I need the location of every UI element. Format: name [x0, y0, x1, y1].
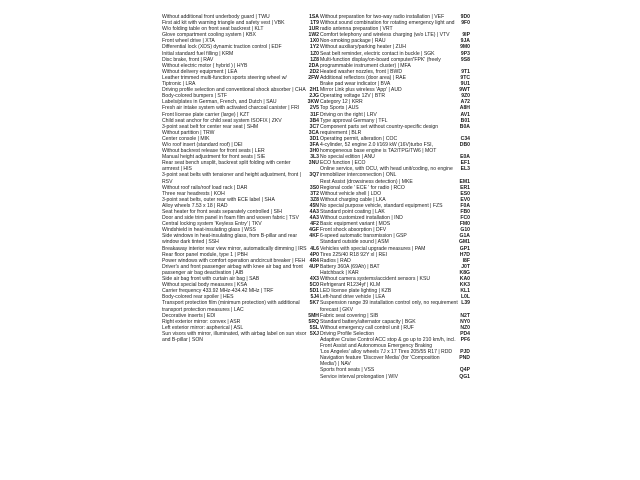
option-code: FB0 — [460, 209, 470, 215]
option-code: 9F0 — [461, 20, 470, 27]
option-code: 4UP — [309, 263, 319, 270]
option-description: Sun visors with mirror, illuminated, with airbag label on sun visor and B-pillar | SON — [162, 330, 307, 343]
option-description: Glove compartment cooling system | KBX — [162, 32, 256, 39]
option-code: 5MH — [308, 312, 319, 319]
option-description: Without emergency call control unit | RUF — [320, 324, 414, 331]
option-description: Operating permit, alteration | COC — [320, 135, 398, 142]
option-row — [320, 142, 470, 154]
option-row — [320, 57, 470, 69]
option-description: Fresh air intake system with activated charcoal canister | FRI — [162, 105, 300, 112]
option-description: Central locking system 'Keyless Entry' | TKV — [162, 221, 262, 228]
option-code: 5D1 — [309, 288, 319, 295]
option-description: Non-smoking package | RAU — [320, 38, 386, 45]
option-description: Comfort telephony and wireless charging (w/o LTE) | VTV — [320, 32, 450, 39]
option-code: 3L3 — [310, 154, 319, 161]
option-code: 4A3 — [309, 209, 319, 215]
option-description: Decorative inserts | EDI — [162, 312, 216, 319]
option-description: Top Sports | AUS — [320, 105, 359, 112]
option-code: 9S8 — [460, 56, 470, 63]
option-code: 31F — [310, 111, 319, 118]
option-code: 3Z8 — [310, 196, 319, 203]
option-code: 45N — [309, 202, 319, 209]
option-row — [320, 355, 470, 367]
option-row — [320, 337, 470, 349]
option-code: QG1 — [459, 373, 470, 380]
option-code: 4KF — [309, 233, 319, 240]
option-code: 2H1 — [309, 87, 319, 94]
option-description: Center console | MIK — [162, 135, 210, 142]
option-code: G10 — [460, 227, 470, 234]
option-code: 3T2 — [310, 190, 319, 197]
option-code: 1UR — [308, 26, 319, 33]
option-description: Online service, with OCU, with head unit/coding, no engine immobilizer interconnection | ONL — [320, 166, 453, 179]
option-description: 4-cylinder, 52 engine 2.0 l/169 kW (16V)turbo FSI, homogeneous base engine is TA2/TPG/TW6 | MOT — [320, 141, 437, 155]
option-description: Adaptive Cruise Control ACC stop & go up to 210 km/h, incl. Front Assist and Autonomous Emergency Braking — [320, 336, 456, 350]
option-code: 2V5 — [309, 105, 319, 112]
option-code: NY0 — [460, 318, 470, 325]
option-code: N2T — [460, 312, 470, 319]
option-description: Driving profile selection and conventional shock absorber | CHA — [162, 87, 306, 94]
option-description: Regional code ' ECE ' for radio | RCO — [320, 184, 405, 191]
option-description: Navigation feature 'Discover Media' (for 'Composition Media') | NAV — [320, 355, 440, 368]
option-code: 5XJ — [309, 330, 319, 337]
option-description: Heated washer nozzles, front | BWD — [320, 68, 403, 75]
option-code: 4P0 — [309, 251, 319, 258]
option-description: Sports front seats | VSS — [320, 367, 375, 374]
option-code: 9TC — [460, 74, 470, 81]
option-code: ES0 — [460, 190, 470, 197]
option-description: Without special body measures | KSA — [162, 282, 248, 289]
option-code: 9P3 — [460, 50, 470, 57]
option-code: 2D2 — [309, 68, 319, 75]
option-description: Without electric motor ( hybrid ) | HYB — [162, 62, 248, 69]
option-code: AV1 — [460, 111, 470, 118]
option-code: 1Z8 — [310, 56, 319, 63]
option-code: 4F2 — [310, 221, 319, 228]
option-code: 9IP — [462, 32, 470, 39]
option-code: H7D — [459, 251, 470, 258]
option-description: Side windows in heat-insulating glass, from B-pillar and rear window dark tinted | SSH — [162, 233, 298, 246]
option-code: FM0 — [459, 221, 470, 228]
option-code: EM1 — [459, 178, 470, 185]
option-code: PJD — [460, 349, 470, 356]
option-code: KK3 — [459, 282, 470, 289]
option-description: Brake pad wear indicator | BVA — [320, 81, 391, 88]
option-description: Driving Profile Selection — [320, 330, 375, 337]
option-description: Leather trimmed multi-function sports steering wheel w/ Tiptronic | LRA — [162, 74, 287, 88]
option-row — [162, 331, 319, 343]
option-code: EF1 — [460, 160, 470, 167]
option-description: Differential lock (XDS) dynamic traction control | EDF — [162, 44, 282, 51]
option-description: W/o folding table on front seat backrest | KLT — [162, 26, 264, 33]
option-description: Vehicles with special upgrade measures | PAM — [320, 245, 426, 252]
option-description: Disc brake, front | RAV — [162, 56, 214, 63]
option-description: Seat heater for front seats separately controlled | SIH — [162, 209, 282, 215]
option-code: 4L6 — [310, 245, 319, 252]
option-code: 2DA — [308, 62, 319, 69]
option-code: 9JA — [460, 38, 470, 45]
option-description: Windshield in heat-insulating glass | WSS — [162, 227, 256, 234]
option-description: Side air bag front with curtain air bag | SAB — [162, 276, 260, 283]
option-description: Front shock absorption | DFV — [320, 227, 387, 234]
option-description: No special edition | ANU — [320, 154, 375, 161]
option-code: B0A — [459, 123, 470, 130]
option-code: 1SA — [309, 14, 319, 20]
option-row — [320, 20, 470, 32]
option-code: L0L — [460, 294, 470, 301]
option-code: KL1 — [460, 288, 470, 295]
option-code: 9U1 — [460, 81, 470, 88]
option-description: Without delivery equipment | LEA — [162, 68, 238, 75]
option-row — [320, 374, 470, 380]
option-description: Standard point coating | LAK — [320, 209, 385, 215]
option-code: 2FW — [308, 74, 319, 81]
option-code: EV0 — [460, 196, 470, 203]
option-row — [320, 124, 470, 136]
option-code: ER1 — [460, 184, 470, 191]
option-code: 9M0 — [460, 44, 470, 51]
option-row — [162, 300, 319, 312]
option-code: 3B4 — [309, 117, 319, 124]
option-description: Multi-function display/on-board computer/'FPK' (freely programmable instrument cluster) | MFA — [320, 56, 441, 69]
option-code: PD4 — [460, 330, 470, 337]
option-description: Manual height adjustment for front seats | SIE — [162, 154, 266, 161]
option-code: 3Q7 — [309, 172, 319, 179]
option-description: Initial standard fuel filling | KRM — [162, 50, 234, 57]
option-description: Without partition | TRW — [162, 129, 215, 136]
option-code: 1Y2 — [309, 44, 319, 51]
option-description: 'Los Angeles' alloy wheels 7J x 17 Tires 205/55 R17 | RDD — [320, 349, 453, 356]
option-code: 2JG — [309, 93, 319, 100]
option-code: 5SL — [309, 324, 319, 331]
option-code: 3KW — [307, 99, 319, 106]
option-description: Carrier frequency 433.92 MHz-434.42 MHz | TRF — [162, 288, 274, 295]
left-options-column — [162, 14, 319, 474]
option-description: Driver's and front passenger airbag with knee air bag and front passenger air bag deactivation | AIB — [162, 263, 303, 276]
option-code: 4R4 — [309, 257, 319, 264]
option-description: Transport protection film (minimum protection) with additional transport protection measures | LAC — [162, 300, 300, 313]
option-description: Refrigerant R1234yf | KLM — [320, 282, 381, 289]
option-description: Power windows with comfort operation andcircuit breaker | FEH — [162, 257, 306, 264]
option-description: Standard outside sound | ASM — [320, 239, 389, 246]
option-description: Rest Assist (drowsiness detection) | MKE — [320, 178, 413, 185]
option-code: 5K7 — [309, 300, 319, 307]
option-description: Rear seat bench unsplit, backrest split folding with center armrest | HIS — [162, 160, 291, 173]
option-description: Without charging cable | LKA — [320, 196, 386, 203]
option-description: W/o roof insert (standard roof) | DEI — [162, 141, 243, 148]
option-code: 3S0 — [309, 184, 319, 191]
option-code: 4A3 — [309, 215, 319, 222]
option-code: L39 — [461, 300, 470, 307]
option-code: 3NU — [308, 160, 319, 167]
option-description: Component parts set without country-specific design requirement | BLR — [320, 123, 439, 136]
option-code: 1W2 — [308, 32, 319, 39]
option-code: 3D1 — [309, 135, 319, 142]
option-description: Left-hand drive vehicle | LEA — [320, 294, 386, 301]
option-code: C34 — [460, 135, 470, 142]
option-description: Fabric seat covering | SIB — [320, 312, 379, 319]
option-description: Hatchback | KAR — [320, 269, 359, 276]
option-description: LED license plate lighting | KZB — [320, 288, 392, 295]
option-description: Mirror Link plus wireless 'App' | AUD — [320, 87, 402, 94]
option-code: E0A — [460, 154, 470, 161]
option-code: 1T9 — [310, 20, 319, 27]
option-description: 3-point seat belt for center rear seat | SHM — [162, 123, 259, 130]
option-description: Service interval prolongation | WIV — [320, 373, 399, 380]
option-description: Without roof rails/roof load rack | DAR — [162, 184, 248, 191]
option-description: First aid kit with warning triangle and safety vest | VBK — [162, 20, 285, 27]
option-code: 3CA — [308, 129, 319, 136]
option-description: Basic equipment variant | MOS — [320, 221, 391, 228]
option-description: Rear floor panel module, type 1 | PBH — [162, 251, 248, 258]
option-description: Without additional front underbody guard | TWU — [162, 14, 270, 20]
option-code: GM1 — [458, 239, 470, 246]
option-description: Additional reflectors (door area) | RAE — [320, 74, 406, 81]
option-code: 9D0 — [460, 14, 470, 20]
option-description: Without vehicle shell | LDO — [320, 190, 382, 197]
option-code: DB0 — [459, 141, 470, 148]
option-row — [162, 172, 319, 184]
option-description: Without backrest release for front seats | LER — [162, 148, 265, 155]
option-code: Q4P — [459, 367, 470, 374]
option-description: Category 12 | KRR — [320, 99, 363, 106]
option-code: B01 — [460, 117, 470, 124]
option-code: GP1 — [459, 245, 470, 252]
option-code: 1Z0 — [310, 50, 319, 57]
option-code: 5J4 — [310, 294, 319, 301]
option-code: A72 — [460, 99, 470, 106]
option-code: J0T — [461, 263, 470, 270]
option-code: 5RQ — [308, 318, 319, 325]
option-description: Without auxiliary/parking heater | ZUH — [320, 44, 406, 51]
option-row — [162, 160, 319, 172]
option-description: Driving on the right | LRV — [320, 111, 377, 118]
option-code: 3C7 — [309, 123, 319, 130]
option-code: KA0 — [459, 276, 470, 283]
option-row — [162, 233, 319, 245]
option-description: Seat belt reminder, electric contact in buckle | SGK — [320, 50, 435, 57]
option-description: Child seat anchor for child seat system ISOFIX | ZKV — [162, 117, 282, 124]
option-code: 9Z0 — [461, 93, 470, 100]
option-description: Without sound combination for rotating emergency light and radio antenna preparation | VRT — [320, 20, 455, 33]
option-description: Body-colored rear spoiler | HES — [162, 294, 234, 301]
option-description: 6-speed automatic transmission | GSP — [320, 233, 407, 240]
option-code: K8G — [459, 269, 470, 276]
option-code: 9WT — [459, 87, 470, 94]
option-code: FC0 — [460, 215, 470, 222]
option-description: Labels/plates in German, French, and Dutch | SAU — [162, 99, 277, 106]
option-code: 5C0 — [309, 282, 319, 289]
option-code: 3H0 — [309, 148, 319, 155]
option-description: Door and side trim panel in foam film and woven fabric | TSV — [162, 215, 299, 222]
option-row — [320, 300, 470, 312]
option-row — [162, 75, 319, 87]
option-description: Front license plate carrier (large) | KZT — [162, 111, 250, 118]
option-description: Without customized installation | IND — [320, 215, 403, 222]
option-description: Alloy wheels 7.53 x 18 | RAD — [162, 202, 228, 209]
option-description: Three rear headrests | KOH — [162, 190, 225, 197]
option-row — [320, 166, 470, 178]
option-code: 4GF — [309, 227, 319, 234]
option-code: PF6 — [460, 336, 470, 343]
option-description: Front wheel drive | XTA — [162, 38, 215, 45]
option-code: EL3 — [460, 166, 470, 173]
option-description: No special purpose vehicle, standard equipment | FZS — [320, 202, 443, 209]
option-code: F0A — [460, 202, 470, 209]
option-description: Body-colored bumpers | STF — [162, 93, 228, 100]
option-description: Tires 225/40 R18 92Y xl | REI — [320, 251, 388, 258]
option-description: 3-point seat belts with tensioner and height adjustment, front | RSV — [162, 172, 301, 185]
option-code: G1A — [459, 233, 470, 240]
option-description: Right exterior mirror: convex | ASR — [162, 318, 241, 325]
option-row — [162, 264, 319, 276]
option-description: Operating voltage 12V | BTR — [320, 93, 386, 100]
option-description: Battery 360A (69Ah) | BAT — [320, 263, 380, 270]
option-description: Type approval Germany | TFL — [320, 117, 388, 124]
option-description: 3-point seat belts, outer rear with ECE label | SHA — [162, 196, 275, 203]
option-code: 9T1 — [461, 68, 470, 75]
option-code: 3FA — [309, 141, 319, 148]
option-description: Without preparation for two-way radio installation | VEF — [320, 14, 445, 20]
right-options-column — [320, 14, 470, 474]
option-description: Standard battery/alternator capacity | BGK — [320, 318, 416, 325]
option-description: Left exterior mirror: aspherical | ASL — [162, 324, 244, 331]
option-code: PND — [459, 355, 470, 362]
option-description: Suspension range 39 installation control only, no requirement forecast | GKV — [320, 300, 458, 313]
option-description: Breakaway interior rear view mirror, automatically dimming | IRS — [162, 245, 307, 252]
option-description: Without camera systems/accident sensors | KSU — [320, 276, 431, 283]
option-code: 4X3 — [309, 276, 319, 283]
option-description: Radios | RAD — [320, 257, 351, 264]
option-description: ECO function | ECO — [320, 160, 366, 167]
option-code: A8H — [459, 105, 470, 112]
option-code: 1X0 — [309, 38, 319, 45]
option-code: NZ0 — [460, 324, 470, 331]
option-code: I8F — [462, 257, 470, 264]
